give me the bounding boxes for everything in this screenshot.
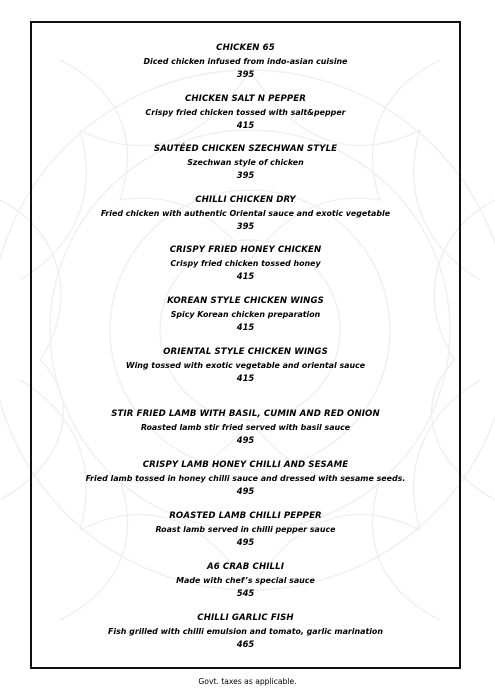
item-price: 395: [236, 69, 255, 79]
menu-item: [32, 295, 459, 334]
item-description: Szechwan style of chicken: [187, 158, 304, 167]
item-name: CHILLI CHICKEN DRY: [195, 195, 296, 205]
menu-item: [32, 346, 459, 385]
item-name: STIR FRIED LAMB WITH BASIL, CUMIN AND RED ONION: [111, 409, 380, 419]
item-price: 495: [236, 537, 255, 547]
item-description: Wing tossed with exotic vegetable and oriental sauce: [125, 361, 366, 370]
item-description: Diced chicken infused from indo-asian cuisine: [143, 57, 348, 66]
menu-item: [32, 510, 459, 549]
item-description: Fried lamb tossed in honey chilli sauce and dressed with sesame seeds.: [85, 474, 406, 483]
item-description: Spicy Korean chicken preparation: [170, 310, 321, 319]
item-description: Fish grilled with chilli emulsion and tomato, garlic marination: [108, 627, 383, 636]
item-price: 495: [236, 435, 255, 445]
item-description: Roasted lamb stir fried served with basil sauce: [140, 423, 351, 432]
item-price: 415: [236, 120, 255, 130]
tax-note: Govt. taxes as applicable.: [198, 677, 297, 686]
menu-item: [32, 244, 459, 283]
item-description: Made with chef’s special sauce: [176, 576, 315, 585]
item-name: CRISPY LAMB HONEY CHILLI AND SESAME: [142, 460, 349, 470]
item-name: KOREAN STYLE CHICKEN WINGS: [167, 296, 324, 306]
menu-item: [32, 194, 459, 233]
item-name: CRISPY FRIED HONEY CHICKEN: [169, 245, 322, 255]
item-description: Roast lamb served in chilli pepper sauce: [155, 525, 336, 534]
item-price: 465: [236, 639, 255, 649]
menu-item: [32, 459, 459, 498]
item-name: ORIENTAL STYLE CHICKEN WINGS: [163, 347, 328, 357]
item-name: CHILLI GARLIC FISH: [197, 613, 294, 623]
item-name: A6 CRAB CHILLI: [207, 562, 284, 572]
item-description: Fried chicken with authentic Oriental sauce and exotic vegetable: [100, 209, 391, 218]
item-name: SAUTÉED CHICKEN SZECHWAN STYLE: [153, 144, 338, 154]
menu-item: [32, 612, 459, 651]
menu-item: [32, 408, 459, 447]
item-price: 395: [236, 221, 255, 231]
menu-item: [32, 561, 459, 600]
menu-item: [32, 42, 459, 81]
item-price: 545: [236, 588, 255, 598]
menu-item: [32, 143, 459, 182]
item-price: 415: [236, 373, 255, 383]
item-name: CHICKEN SALT N PEPPER: [184, 94, 306, 104]
item-price: 415: [236, 322, 255, 332]
menu-item: [32, 93, 459, 132]
item-price: 415: [236, 271, 255, 281]
item-name: CHICKEN 65: [216, 43, 275, 53]
item-description: Crispy fried chicken tossed with salt&pepper: [145, 108, 346, 117]
item-name: ROASTED LAMB CHILLI PEPPER: [169, 511, 322, 521]
item-description: Crispy fried chicken tossed honey: [170, 259, 321, 268]
item-price: 495: [236, 486, 255, 496]
item-price: 395: [236, 170, 255, 180]
